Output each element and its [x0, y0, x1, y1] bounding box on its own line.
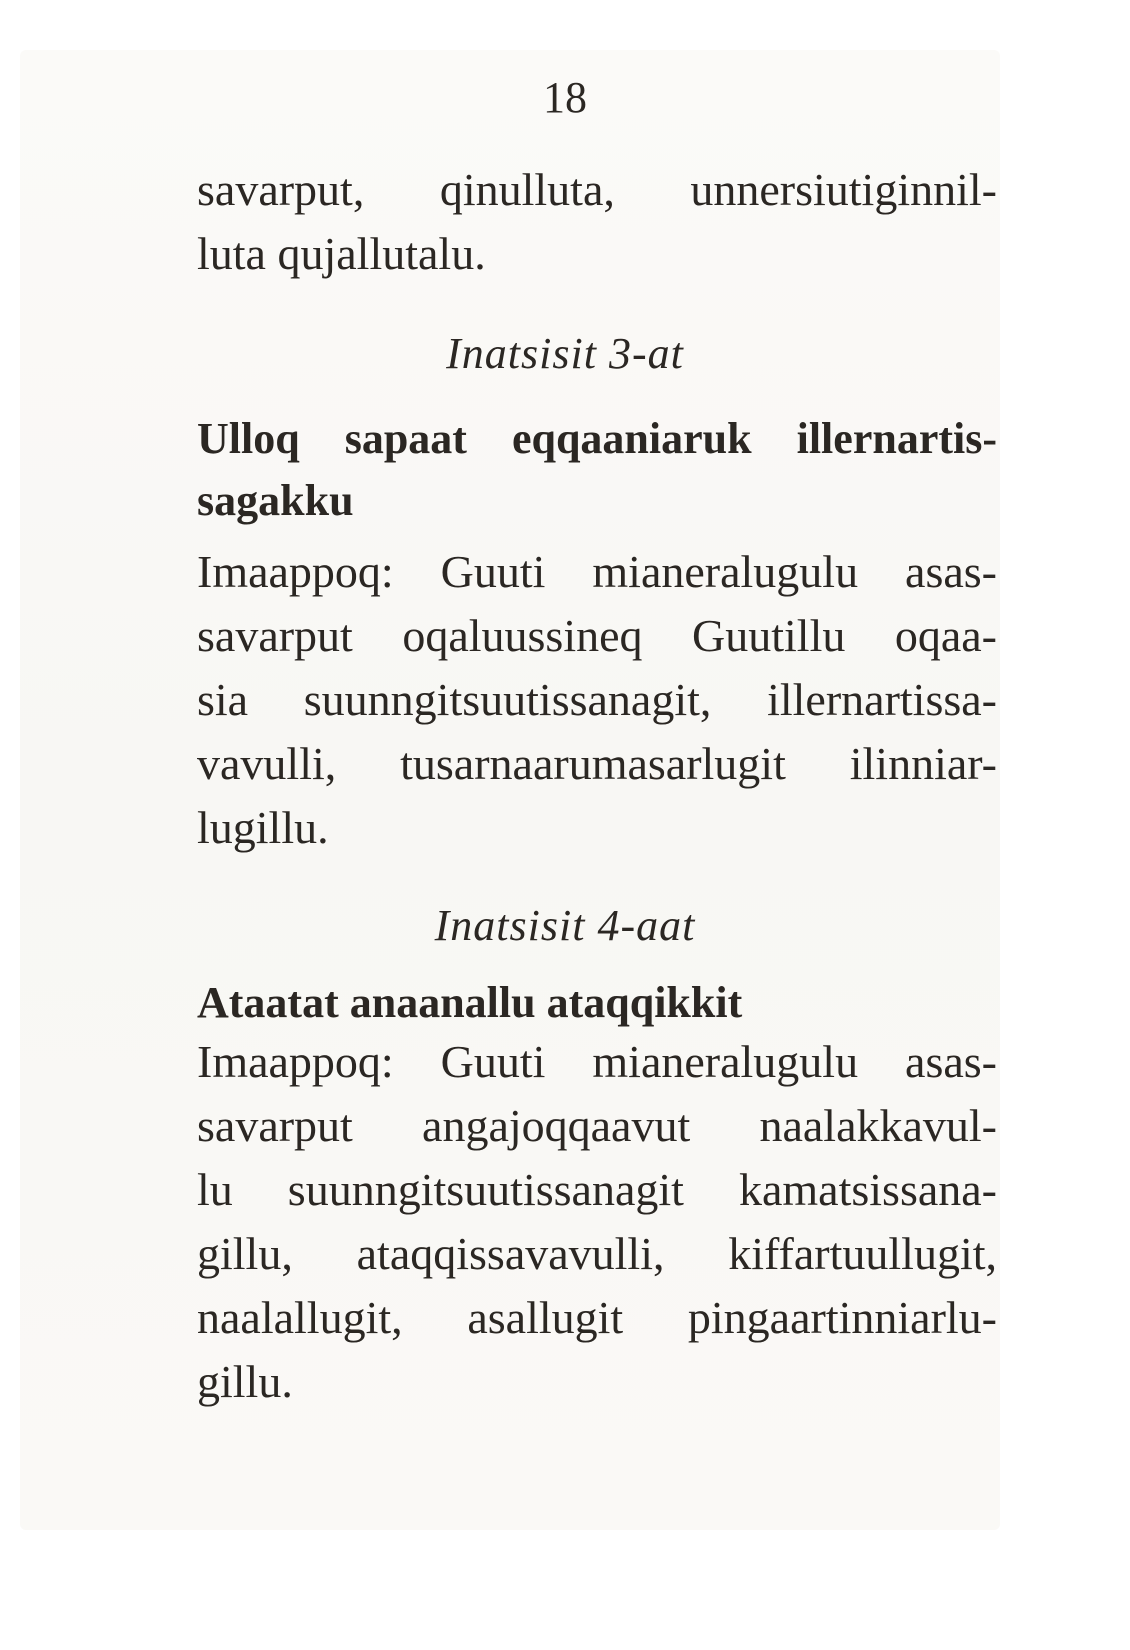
section-body-line: vavulli, tusarnaarumasarlugit ilinniar- [197, 738, 997, 789]
section-title-4 [197, 972, 997, 1034]
section-body-line: sia suunngitsuutissanagit, illernartissa- [197, 674, 997, 725]
section-body-line: gillu, ataqqissavavulli, kiffartuullugit, [197, 1228, 997, 1279]
intro-line: luta qujallutalu. [197, 228, 486, 279]
section-body-line: lu suunngitsuutissanagit kamatsissana- [197, 1164, 997, 1215]
section-title-line: sagakku [197, 476, 354, 525]
section-body-line: naalallugit, asallugit pingaartinniarlu- [197, 1292, 997, 1343]
section-body-line: Imaappoq: Guuti mianeralugulu asas- [197, 546, 997, 597]
section-body-4 [197, 1030, 997, 1414]
intro-line: savarput, qinulluta, unnersiutiginnil- [197, 164, 997, 215]
section-title-line: Ulloq sapaat eqqaaniaruk illernartis- [197, 414, 997, 463]
section-body-line: lugillu. [197, 802, 329, 853]
section-body-line: savarput angajoqqaavut naalakkavul- [197, 1100, 997, 1151]
section-body-3 [197, 540, 997, 860]
section-title-line: Ataatat anaanallu ataqqikkit [197, 978, 743, 1027]
section-body-line: savarput oqaluussineq Guutillu oqaa- [197, 610, 997, 661]
section-heading-4: Inatsisit 4-aat [434, 901, 696, 950]
section-heading-3: Inatsisit 3-at [446, 329, 684, 378]
section-body-line: gillu. [197, 1356, 293, 1407]
intro-paragraph [197, 158, 997, 286]
section-title-3 [197, 408, 997, 532]
page-number: 18 [543, 73, 587, 122]
section-body-line: Imaappoq: Guuti mianeralugulu asas- [197, 1036, 997, 1087]
